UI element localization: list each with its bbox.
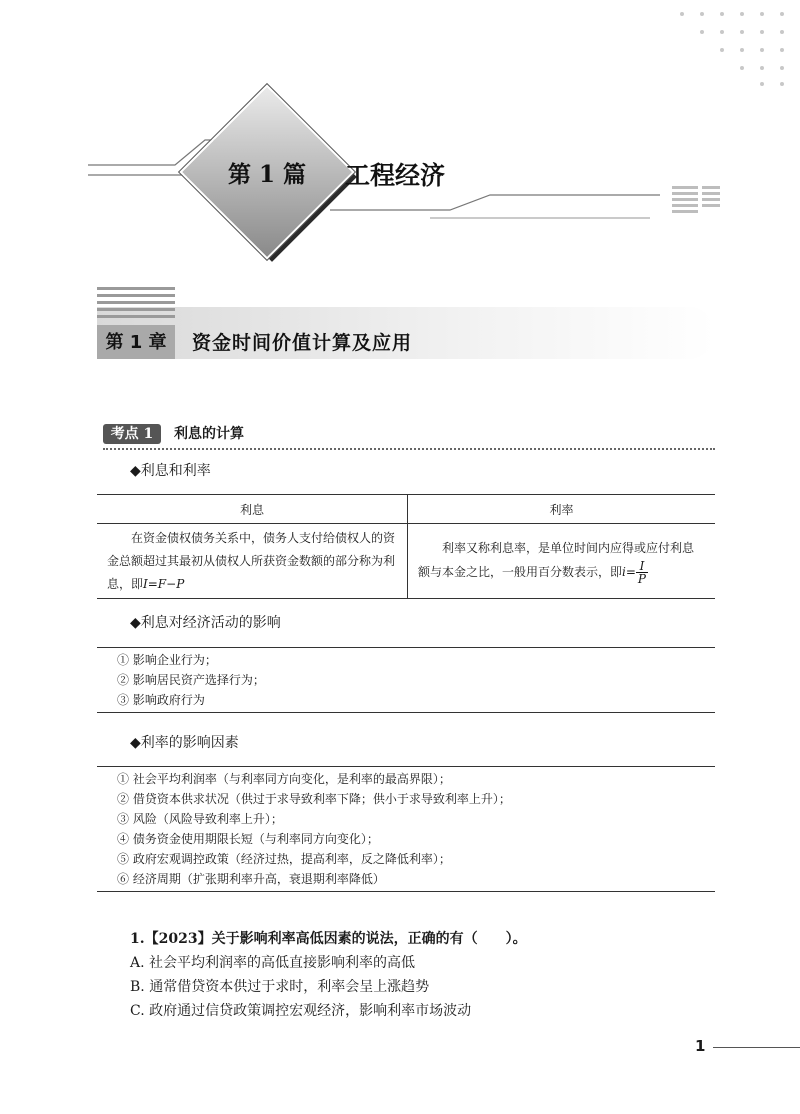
dotted-divider: [103, 448, 715, 450]
rate-formula-lhs: i=: [622, 565, 636, 579]
rate-formula-denominator: P: [637, 572, 646, 586]
question-stem: 1.【2023】关于影响利率高低因素的说法，正确的有（ ）。: [130, 931, 527, 947]
page-number: 1: [695, 1037, 706, 1055]
interest-rate-table: [97, 494, 715, 599]
part-label: 第 1 篇: [227, 161, 307, 188]
list-item: ③ 风险（风险导致利率上升）；: [117, 812, 283, 826]
list-item: ⑥ 经济周期（扩张期利率升高，衰退期利率降低）: [117, 872, 385, 886]
section-heading-impact: ◆利息对经济活动的影响: [130, 615, 281, 631]
table-row: [97, 524, 715, 599]
question-option-b: B. 通常借贷资本供过于求时，利率会呈上涨趋势: [130, 979, 430, 995]
question-option-c: C. 政府通过信贷政策调控宏观经济，影响利率市场波动: [130, 1003, 472, 1019]
list-item: ④ 债务资金使用期限长短（与利率同方向变化）；: [117, 832, 379, 846]
list-item: ① 社会平均利润率（与利率同方向变化，是利率的最高界限）；: [117, 772, 451, 786]
list-item: ② 影响居民资产选择行为；: [117, 673, 265, 687]
chapter-title: 资金时间价值计算及应用: [192, 332, 413, 354]
section-heading-interest-rate: ◆利息和利率: [130, 463, 211, 479]
chapter-number: 第 1 章: [105, 332, 167, 353]
table-header-interest: 利息: [97, 495, 408, 524]
question-option-a: A. 社会平均利润率的高低直接影响利率的高低: [130, 955, 416, 971]
rate-definition-cell: [408, 524, 716, 599]
list-item: ② 借贷资本供求状况（供过于求导致利率下降；供小于求导致利率上升）；: [117, 792, 511, 806]
interest-definition-cell: [97, 524, 408, 599]
page-number-rule: [713, 1047, 800, 1048]
impact-list: [97, 647, 715, 713]
rate-definition-text: 利率又称利息率，是单位时间内应得或应付利息额与本金之比，一般用百分数表示，即: [418, 541, 695, 579]
part-title: 工程经济: [345, 161, 446, 190]
section-heading-factors: ◆利率的影响因素: [130, 735, 239, 751]
list-item: ③ 影响政府行为: [117, 693, 205, 707]
interest-formula: I=F−P: [143, 576, 185, 591]
part-banner-lines: [0, 0, 800, 260]
exam-point-badge: 考点 1: [103, 424, 161, 444]
factors-list: [97, 766, 715, 892]
exam-point-title: 利息的计算: [174, 426, 244, 442]
list-item: ⑤ 政府宏观调控政策（经济过热，提高利率，反之降低利率）；: [117, 852, 451, 866]
interest-definition-text: 在资金债权债务关系中，债务人支付给债权人的资金总额超过其最初从债权人所获资金数额的部分称为利息，即: [107, 530, 396, 591]
chapter-stripes: [97, 287, 175, 327]
rate-formula-fraction: [636, 560, 648, 585]
table-header-rate: 利率: [408, 495, 716, 524]
rate-formula-numerator: I: [636, 560, 648, 573]
list-item: ① 影响企业行为；: [117, 653, 217, 667]
